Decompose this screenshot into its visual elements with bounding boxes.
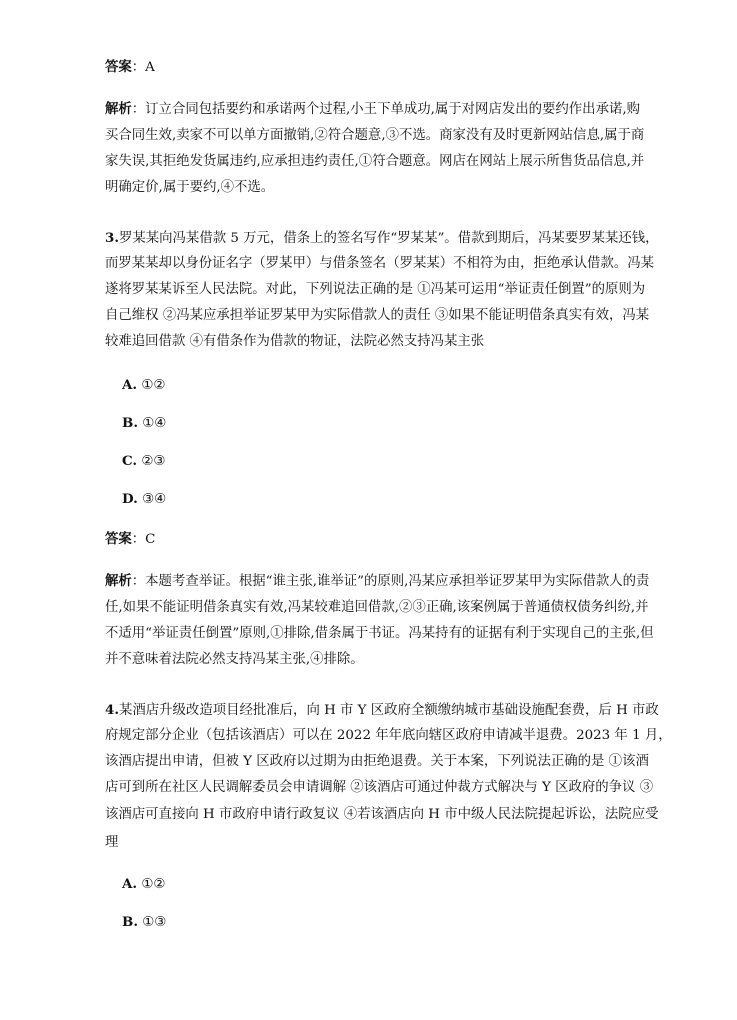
answer-value: ：C bbox=[131, 532, 156, 547]
question-3-stem bbox=[105, 228, 685, 249]
option-b: B. ①③ bbox=[122, 914, 167, 930]
question-number: 4. bbox=[105, 702, 119, 718]
answer-line bbox=[105, 530, 685, 550]
analysis-text: 买合同生效,卖家不可以单方面撤销,②符合题意,③不选。商家没有及时更新网站信息,属于商 bbox=[105, 128, 645, 143]
question-text: 店可到所在社区人民调解委员会申请调解 ②该酒店可通过仲裁方式解决与 Y 区政府的争议 ③ bbox=[105, 780, 654, 795]
analysis-text: 明确定价,属于要约,④不选。 bbox=[105, 180, 275, 195]
answer-line bbox=[105, 58, 685, 78]
question-text: 府规定部分企业（包括该酒店）可以在 2022 年年底向辖区政府申请减半退费。2023 年 1 月， bbox=[105, 728, 672, 743]
analysis-text: 任,如果不能证明借条真实有效,冯某较难追回借款,②③正确,该案例属于普通债权债务纠纷,并 bbox=[105, 600, 649, 615]
question-text: 罗某某向冯某借款 5 万元，借条上的签名写作“罗某某”。借款到期后，冯某要罗某某还钱， bbox=[118, 231, 659, 246]
question-text: 较难追回借款 ④有借条作为借款的物证，法院必然支持冯某主张 bbox=[105, 334, 485, 349]
analysis-text: ：订立合同包括要约和承诺两个过程,小王下单成功,属于对网店发出的要约作出承诺,购 bbox=[131, 102, 641, 117]
analysis-line bbox=[105, 100, 685, 120]
question-number: 3. bbox=[105, 230, 119, 246]
answer-label: 答案 bbox=[105, 532, 132, 547]
question-text: 自己维权 ②冯某应承担举证罗某甲为实际借款人的责任 ③如果不能证明借条真实有效，冯某 bbox=[105, 308, 650, 323]
answer-value: ：A bbox=[131, 60, 155, 75]
analysis-line bbox=[105, 572, 685, 592]
answer-label: 答案 bbox=[105, 60, 132, 75]
question-text: 该酒店可直接向 H 市政府申请行政复议 ④若该酒店向 H 市中级人民法院提起诉讼，法院应受 bbox=[105, 807, 659, 822]
option-a: A. ①② bbox=[122, 377, 166, 393]
analysis-text: ：本题考查举证。根据“谁主张,谁举证”的原则,冯某应承担举证罗某甲为实际借款人的责 bbox=[131, 574, 650, 589]
option-a: A. ①② bbox=[122, 876, 166, 892]
option-c: C. ②③ bbox=[122, 453, 166, 469]
option-b: B. ①④ bbox=[122, 415, 167, 431]
analysis-text: 家失误,其拒绝发货属违约,应承担违约责任,①符合题意。网店在网站上展示所售货品信息,并 bbox=[105, 154, 645, 169]
analysis-label: 解析 bbox=[105, 574, 132, 589]
option-d: D. ③④ bbox=[122, 491, 167, 507]
question-text: 而罗某某却以身份证名字（罗某甲）与借条签名（罗某某）不相符为由，拒绝承认借款。冯某 bbox=[105, 256, 655, 271]
question-text: 遂将罗某某诉至人民法院。对此，下列说法正确的是 ①冯某可运用“举证责任倒置”的原则为 bbox=[105, 282, 646, 297]
question-4-stem bbox=[105, 700, 685, 721]
question-text: 理 bbox=[105, 835, 119, 850]
analysis-text: 并不意味着法院必然支持冯某主张,④排除。 bbox=[105, 652, 364, 667]
question-text: 某酒店升级改造项目经批准后，向 H 市 Y 区政府全额缴纳城市基础设施配套费，后 H 市政 bbox=[118, 703, 659, 718]
analysis-label: 解析 bbox=[105, 102, 132, 117]
question-text: 该酒店提出申请，但被 Y 区政府以过期为由拒绝退费。关于本案，下列说法正确的是 ①该酒 bbox=[105, 754, 649, 769]
analysis-text: 不适用“举证责任倒置”原则,①排除,借条属于书证。冯某持有的证据有利于实现自己的主张,但 bbox=[105, 626, 654, 641]
